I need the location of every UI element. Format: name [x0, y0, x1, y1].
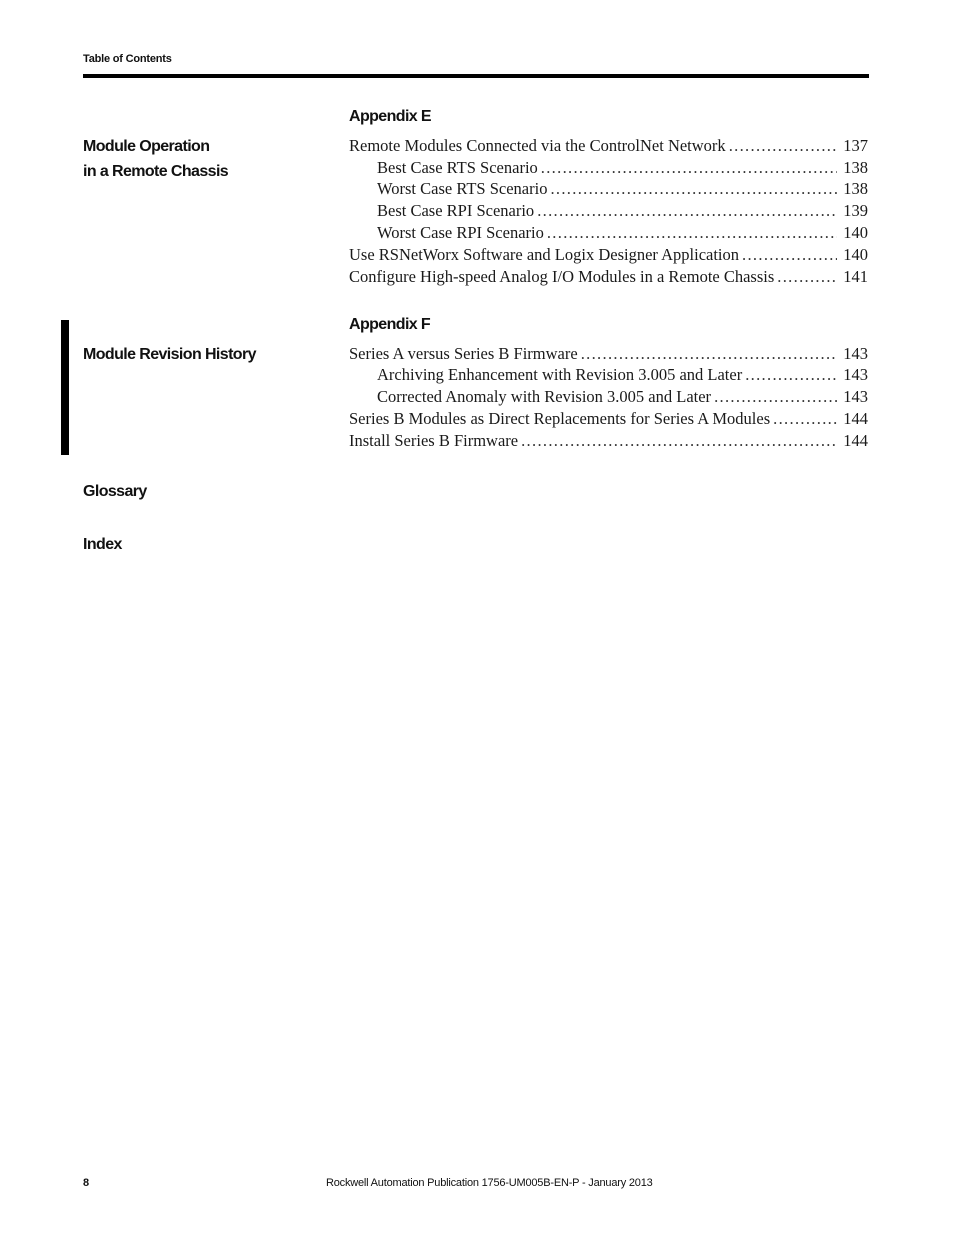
toc-entry-page: 143: [843, 365, 868, 384]
leader-dots: [541, 158, 837, 178]
toc-entry[interactable]: [349, 267, 868, 289]
toc-entry-page: 143: [843, 387, 868, 406]
toc-entry-page: 137: [843, 136, 868, 155]
appendix-f-side-title: [83, 342, 256, 367]
toc-entry[interactable]: [349, 409, 868, 431]
leader-dots: [537, 201, 837, 221]
leader-dots: [521, 431, 837, 451]
side-title-line: in a Remote Chassis: [83, 163, 229, 180]
index-title[interactable]: Index: [83, 536, 122, 553]
toc-entry[interactable]: [377, 201, 868, 223]
toc-entry-text: Worst Case RPI Scenario: [377, 223, 544, 242]
leader-dots: [547, 223, 837, 243]
toc-entry[interactable]: [377, 387, 868, 409]
leader-dots: [773, 409, 837, 429]
leader-dots: [581, 344, 838, 364]
toc-entry[interactable]: [377, 223, 868, 245]
toc-entry-text: Install Series B Firmware: [349, 431, 519, 450]
toc-entry-text: Best Case RTS Scenario: [377, 158, 538, 177]
toc-entry-page: 140: [843, 245, 868, 264]
leader-dots: [777, 267, 837, 287]
toc-entry[interactable]: [377, 365, 868, 387]
toc-entry-text: Best Case RPI Scenario: [377, 201, 535, 220]
toc-entry-page: 138: [843, 158, 868, 177]
toc-entry-page: 139: [843, 201, 868, 220]
toc-entry-text: Remote Modules Connected via the ControlNet Network: [349, 136, 726, 155]
footer-publication: Rockwell Automation Publication 1756-UM005B-EN-P - January 2013: [326, 1177, 653, 1189]
toc-entry[interactable]: [349, 344, 868, 366]
leader-dots: [714, 387, 837, 407]
leader-dots: [550, 179, 837, 199]
leader-dots: [729, 136, 838, 156]
glossary-title[interactable]: Glossary: [83, 483, 147, 500]
toc-entry-page: 141: [843, 267, 868, 286]
toc-entry[interactable]: [377, 179, 868, 201]
change-bar: [61, 320, 69, 455]
appendix-e-side-title: [83, 134, 228, 184]
toc-entry-page: 138: [843, 179, 868, 198]
toc-entry-text: Series A versus Series B Firmware: [349, 344, 578, 363]
toc-entry-page: 144: [843, 409, 868, 428]
header-rule: [83, 74, 869, 78]
toc-entry[interactable]: [349, 431, 868, 453]
toc-entry-text: Archiving Enhancement with Revision 3.005 and Later: [377, 365, 743, 384]
toc-entry[interactable]: [349, 245, 868, 267]
toc-entry-text: Worst Case RTS Scenario: [377, 179, 548, 198]
toc-entry-page: 143: [843, 344, 868, 363]
appendix-e-heading: Appendix E: [349, 108, 432, 125]
header-title: Table of Contents: [83, 53, 172, 65]
leader-dots: [742, 245, 837, 265]
toc-entry[interactable]: [377, 158, 868, 180]
toc-entry[interactable]: [349, 136, 868, 158]
appendix-f-heading: Appendix F: [349, 316, 431, 333]
side-title-line: Module Operation: [83, 138, 210, 155]
toc-entry-text: Configure High-speed Analog I/O Modules in a Remote Chassis: [349, 267, 775, 286]
side-title-line: Module Revision History: [83, 346, 256, 363]
toc-entry-text: Corrected Anomaly with Revision 3.005 and Later: [377, 387, 712, 406]
toc-entry-text: Series B Modules as Direct Replacements for Series A Modules: [349, 409, 771, 428]
toc-entry-page: 144: [843, 431, 868, 450]
toc-entry-page: 140: [843, 223, 868, 242]
toc-entry-text: Use RSNetWorx Software and Logix Designer Application: [349, 245, 740, 264]
footer-page-number: 8: [83, 1177, 90, 1189]
leader-dots: [745, 365, 837, 385]
